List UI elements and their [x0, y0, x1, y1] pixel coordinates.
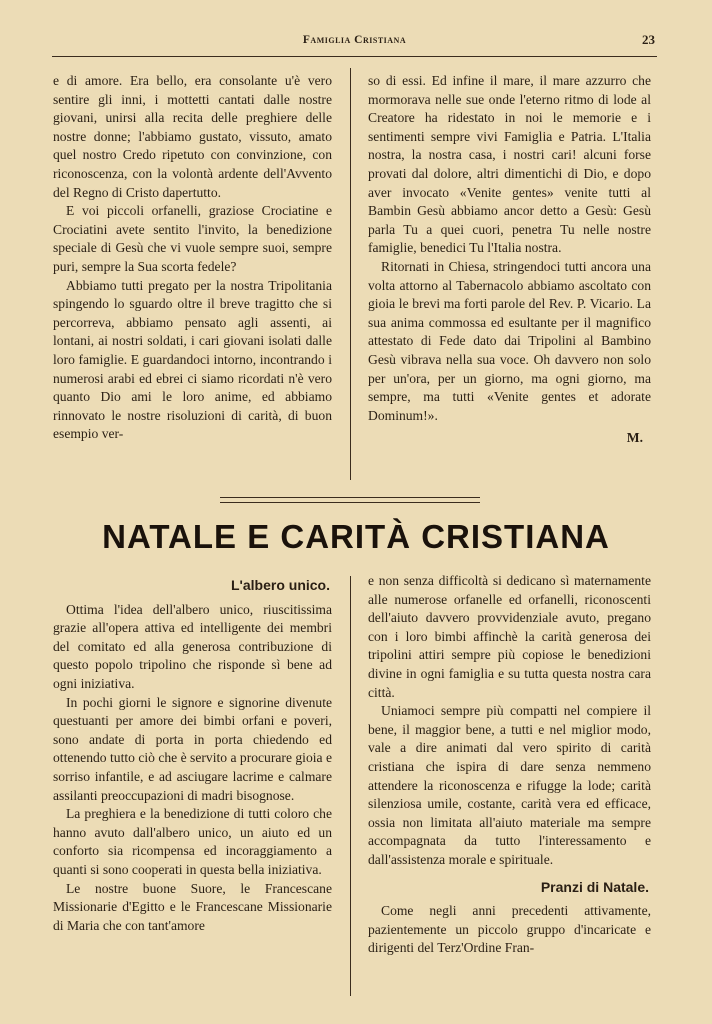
paragraph: e di amore. Era bello, era consolante u'è vero sentire gli inni, i mottetti cantati dalle nostre giovani, unirsi alla recita delle preghiere delle nostre donne; l'abbiamo gustato, vissuto, amato quel nostro Credo ripetuto con convinzione, con riconoscenza, con la volontà ardente dell'Avvento del Regno di Cristo dapertutto. [53, 73, 332, 200]
paragraph: Le nostre buone Suore, le Francescane Missionarie d'Egitto e le Francescane Missionarie di Maria che con tant'amore [53, 880, 332, 933]
subheading-pranzi-di-natale: Pranzi di Natale. [540, 878, 649, 895]
page-number: 23 [642, 32, 655, 47]
paragraph: La preghiera e la benedizione di tutti coloro che hanno avuto dall'albero unico, un aiuto ed un conforto sia ricompensa ed incoraggiamento a quanti si sono cooperati in questa bella iniziativa. [53, 806, 332, 877]
paragraph: E voi piccoli orfanelli, graziose Crociatine e Crociatini avete sentito l'invito, la benedizione speciale di Gesù che vi vuole sempre suoi, sempre puri, sempre la Sua scorta fedele? [53, 203, 332, 274]
paragraph: Ottima l'idea dell'albero unico, riuscitissima grazie all'opera attiva ed intelligente dei membri del comitato ed alla generosa contribuzione di questo popolo tripolino che risponde sì bene ad ogni iniziativa. [53, 601, 332, 691]
running-header [52, 30, 657, 57]
article-left-column [53, 576, 332, 935]
article-headline: NATALE E CARITÀ CRISTIANA [102, 518, 610, 555]
paragraph: In pochi giorni le signore e signorine divenute questuanti per amore dei bimbi orfani e poveri, sono andate di porta in porta chiedendo ed ottenendo tutto ciò che è servito a procurare gioia e sorriso infantile, e ad asciugare lacrime e calmare assilanti preoccupazioni di madri bisognose. [53, 694, 332, 803]
section-divider [220, 497, 480, 503]
paragraph: so di essi. Ed infine il mare, il mare azzurro che mormorava nelle sue onde l'eterno ritmo di lode al Creatore ha ridestato in noi le memorie e i sentimenti sempre vivi Famiglia e Patria. L'Italia nostra, la nostra casa, i nostri cari! alcuni forse provati dal dolore, altri dimentichi di Dio, e dopo aver invocato «Venite gentes» venite tutti al Bambin Gesù abbiamo ancor detto a Gesù: Gesù parla Tu a quei cuori, penetra Tu nelle nostre famiglie, benedici Tu l'Italia nostra. [368, 73, 651, 256]
column-divider [350, 576, 351, 996]
column-divider [350, 68, 351, 480]
article-right-column [368, 572, 651, 958]
paragraph: Uniamoci sempre più compatti nel compiere il bene, il maggior bene, a tutti e nel miglior modo, vale a dire animati dal vero spirito di carità cristiana che ispira di dare senza nemmeno attendere la riconoscenza e rifugge la lode; carità silenziosa umile, costante, carità vera ed efficace, ossia non limitata all'aiuto materiale ma sempre accompagnata da tutto l'interessamento e dall'assistenza morale e spirituale. [368, 703, 651, 867]
subheading-albero-unico: L'albero unico. [230, 577, 330, 593]
top-left-column [53, 72, 332, 444]
paragraph: Abbiamo tutti pregato per la nostra Tripolitania spingendo lo sguardo oltre il breve tragitto che si percorreva, abbiamo pensato agli assenti, ai lontani, ai nostri soldati, i cari giovani isolati dalle loro famiglie. E guardandoci intorno, incontrando i numerosi arabi ed ebrei ci siamo ricordati n'è vero quanto Dio ami le loro anime, ed abbiamo rinnovato le nostre risoluzioni di carità, di buon esempio ver- [53, 277, 332, 442]
publication-title: Famiglia Cristiana [302, 34, 407, 46]
paragraph: Ritornati in Chiesa, stringendoci tutti ancora una volta attorno al Tabernacolo abbiamo ascoltato con gioia le brevi ma forti parole del Rev. P. Vicario. La sua anima commossa ed esultante per il magnifico attestato di Fede dato dai Tripolini al Bambino Gesù vibrava nella sua voce. Oh davvero non solo per un'ora, per un giorno, ma ogni giorno, ma sempre, ma tutti «Venite gentes et adorate Dominum!». [368, 258, 651, 423]
paragraph: Come negli anni precedenti attivamente, pazientemente un piccolo gruppo d'incaricate e dirigenti del Terz'Ordine Fran- [368, 903, 651, 956]
author-signature: M. [626, 430, 643, 446]
top-right-column [368, 72, 651, 448]
paragraph: e non senza difficoltà si dedicano sì maternamente alle numerose orfanelle ed orfanelli, riconoscenti dell'aiuto davvero provvidenziale avuto, pregano con i loro bimbi affinchè la carità generosa dei tripolini attiri sempre più copiose le benedizioni divine in ogni famiglia e su tutta questa nostra cara città. [368, 573, 651, 700]
